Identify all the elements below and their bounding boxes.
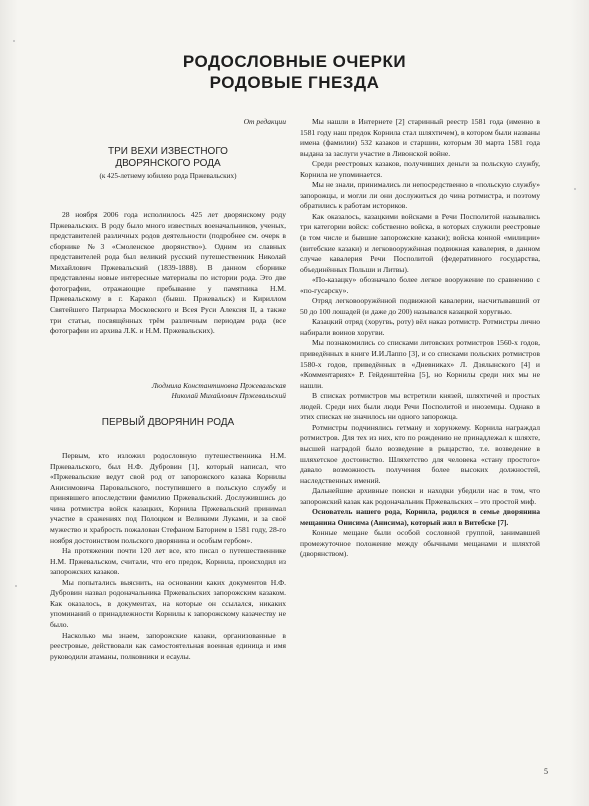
scan-speck xyxy=(574,188,576,190)
article2-paragraph: Ротмистры подчинялись гетману и хорунжему. Корнила награждал ротмистров. Для тех из них, кто по рождению не принадлежал к шляхте, высшей наградой было возведение в рыцарство, т.е. возведение в шляхетское достоинство. Шляхетство для человека «стану простого» давало возможность получения более высоких должностей, наследственных имений. xyxy=(300,422,540,485)
section-header-line1: РОДОСЛОВНЫЕ ОЧЕРКИ xyxy=(182,52,407,71)
article2-authors xyxy=(50,381,286,401)
article1-title xyxy=(50,146,286,170)
article1-title-line1: ТРИ ВЕХИ ИЗВЕСТНОГО xyxy=(108,145,228,157)
article2-paragraph: Казацкий отряд (хоругвь, роту) вёл наказ ротмистр. Ротмистры лично набирали воинов хоругви. xyxy=(300,317,540,337)
article1-subtitle: (к 425-летнему юбилею рода Пржевальских) xyxy=(99,171,237,180)
left-column xyxy=(50,117,286,662)
article2-paragraph: На протяжении почти 120 лет все, кто писал о путешественнике Н.М. Пржевальском, считали, что его предок, Корнила, происходил из запорожских казаков. xyxy=(50,546,286,577)
author-name: Людмила Константиновна Пржевальская xyxy=(151,380,286,390)
article2-paragraph: Среди реестровых казаков, получивших деньги за польскую службу, Корнила не упоминается. xyxy=(300,159,540,179)
article2-paragraph: Первым, кто изложил родословную путешественника Н.М. Пржевальского, был Н.Ф. Дубровин [1], который написал, что «Пржевальские ведут свой род от запорожского казака Корнилы Анисимовича Паровальского, поступившего в польскую службу и принявшего впоследствии фамилию Пржевальский. Дослужившись до чина ротмистра войск казацких, Корнила Пржевальский принимал участие в сражениях под Полоцком и Великими Луками, и за своё мужество и храбрость пожалован Стефаном Баторием в 1581 году, 28-го ноября достоинством польского дворянина и особым гербом». xyxy=(50,451,286,545)
article2-paragraph: В списках ротмистров мы встретили князей, шляхтичей и простых людей. Среди них были люди Речи Посполитой и иноземцы. Однако в этих списках не значилось ни одного запорожца. xyxy=(300,391,540,422)
article2-paragraph: Конные мещане были особой сословной группой, занимавшей промежуточное положение между обычными мещанами и шляхтой (дворянством). xyxy=(300,528,540,559)
article2-bold-paragraph: Основатель нашего рода, Корнила, родился в семье дворянина мещанина Онисима (Анисима), который жил в Витебске [7]. xyxy=(300,507,540,527)
article2-paragraph: Насколько мы знаем, запорожские казаки, организованные в реестровые, действовали как самостоятельная военная единица и имя руководили атаманы, полковники и есаулы. xyxy=(50,630,286,661)
page-number: 5 xyxy=(544,767,548,776)
scan-speck xyxy=(15,585,17,587)
section-header-line2: РОДОВЫЕ ГНЕЗДА xyxy=(209,73,380,92)
article2-paragraph: Отряд легковооружённой подвижной кавалерии, насчитывавший от 50 до 100 лошадей (и даже до 200) назывался казацкой хоругвью. xyxy=(300,296,540,316)
article2-paragraph: Как оказалось, казацкими войсками в Речи Посполитой назывались три категории войск: собственно войска, в которых служили реестровые (в том числе и бывшие запорожские казаки); войска конной «милиции» (витебские казаки) и легковооружённая подвижная кавалерия, в данном случае кавалерия Речи Посполитой (федеративного государства, объединённых Польши и Литвы). xyxy=(300,211,540,274)
article1-paragraph: 28 ноября 2006 года исполнилось 425 лет дворянскому роду Пржевальских. В роду было много известных военачальников, ученых, представителей различных родов деятельности (подробнее см. очерк в сборнике №3 «Смоленское дворянство»). Одним из славных представителей рода был великий русский путешественник Николай Михайлович Пржевальский (1839-1888). В данном сборнике представлены новые интересные материалы по истории рода. Это две фотографии, отражающие пребывание у памятника Н.М. Пржевальскому в г. Каракол (бывш. Пржевальск) и Кириллом Святейшего Патриарха Московского и Всея Руси Алексия II, а также три статьи, посвящённых трём различным периодам рода (все фотографии из архива Л.К. и Н.М. Пржевальских). xyxy=(50,210,286,336)
article1-title-line2: ДВОРЯНСКОГО РОДА xyxy=(115,157,221,169)
article2-title: ПЕРВЫЙ ДВОРЯНИН РОДА xyxy=(101,416,235,428)
article2-paragraph: «По-казацку» обозначало более легкое вооружение по сравнению с «по-гусарску». xyxy=(300,275,540,295)
author-name: Николай Михайлович Пржевальский xyxy=(171,390,286,400)
rubric-from-editors: От редакции xyxy=(243,117,286,126)
article2-paragraph: Мы нашли в Интернете [2] старинный реестр 1581 года (именно в 1581 году наш предок Корнила стал шляхтичем), в котором были названы имена (фамилии) 532 казаков и старшин, которым 30 марта 1581 года выдана за заслуги участие в Ливонской войне. xyxy=(300,117,540,158)
article2-paragraph: Мы попытались выяснить, на основании каких документов Н.Ф. Дубровин назвал родоначальника Пржевальских запорожским казаком. Как оказалось, в документах, на которые он ссылался, никаких упоминаний о принадлежности Корнилы к запорожскому казачеству не было. xyxy=(50,577,286,629)
article2-paragraph: Мы познакомились со списками литовских ротмистров 1560-х годов, приведённых в книге И.И.Лаппо [3], и со списками польских ротмистров 1580-х годов, приведённых в «Дневниках» Л. Дзялынского [4] и «Комментариях» Р. Гейденштейна [5], но Корнилы среди них мы не нашли. xyxy=(300,338,540,390)
article2-paragraph: Дальнейшие архивные поиски и находки убедили нас в том, что запорожский казак как родоначальник Пржевальских – это простой миф. xyxy=(300,486,540,506)
article2-paragraph: Мы не знали, принимались ли непосредственно в «польскую службу» запорожцы, и могли ли они дослужиться до чина ротмистра, и поэтому обратились к работам историков. xyxy=(300,180,540,211)
right-column xyxy=(300,117,540,560)
scan-speck xyxy=(13,40,15,42)
